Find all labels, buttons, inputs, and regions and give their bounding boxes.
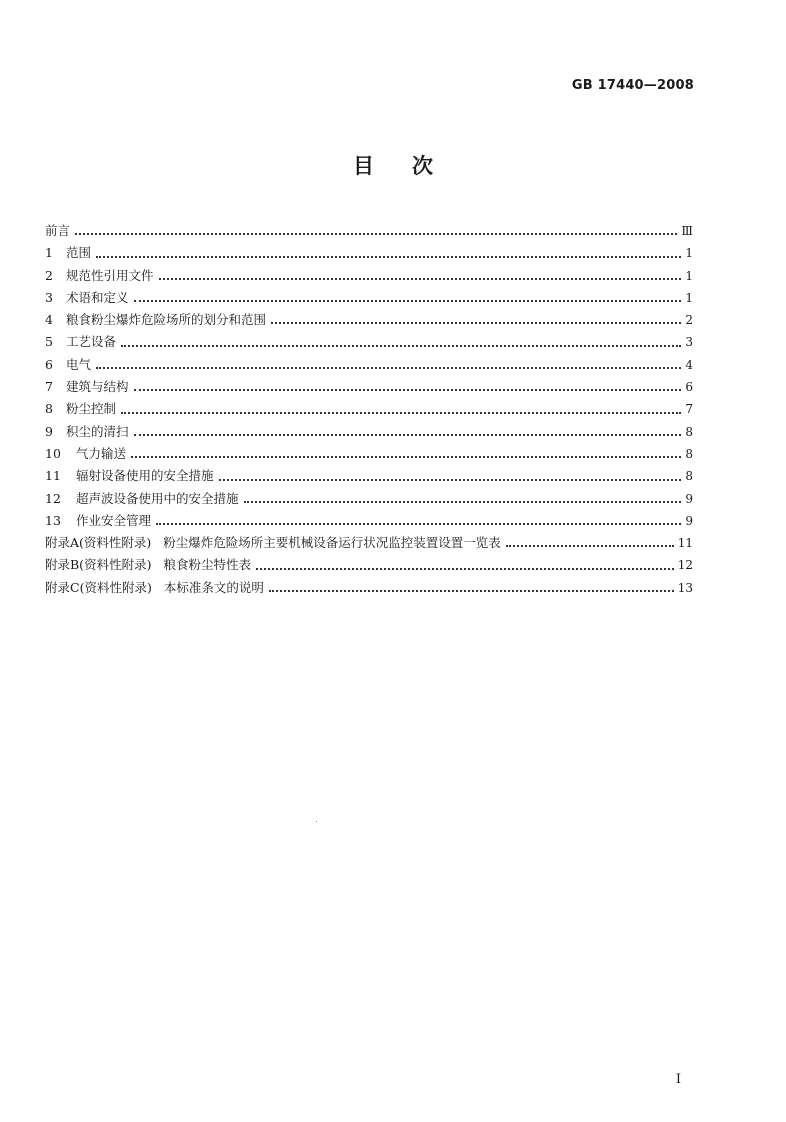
dot-leader — [75, 233, 677, 235]
toc-entry-number: 10 — [45, 445, 61, 461]
toc-entry-9[interactable] — [45, 421, 693, 443]
toc-appendix-a[interactable] — [45, 532, 693, 554]
toc-entry-label: 本标准条文的说明 — [163, 579, 264, 595]
toc-entry-label: 粉尘爆炸危险场所主要机械设备运行状况监控装置设置一览表 — [163, 535, 501, 551]
toc-entry-page: 4 — [685, 357, 693, 372]
toc-entry-13[interactable] — [45, 510, 693, 532]
appendix-tag: 附录B(资料性附录) — [45, 557, 152, 573]
toc-entry-number: 12 — [45, 490, 61, 506]
toc-entry-foreword[interactable] — [45, 220, 693, 242]
toc-entry-page: 8 — [685, 469, 693, 484]
toc-entry-page: 1 — [685, 268, 693, 283]
dot-leader — [156, 523, 681, 525]
table-of-contents — [45, 220, 693, 599]
toc-entry-label: 作业安全管理 — [76, 512, 152, 528]
toc-entry-label: 粮食粉尘特性表 — [163, 557, 251, 573]
toc-entry-label: 范围 — [66, 245, 92, 261]
toc-entry-page: 12 — [677, 558, 693, 573]
toc-entry-page: 3 — [685, 335, 693, 350]
toc-entry-page: 13 — [677, 580, 693, 595]
toc-entry-12[interactable] — [45, 488, 693, 510]
toc-entry-label: 电气 — [66, 356, 92, 372]
toc-entry-label: 气力输送 — [76, 445, 127, 461]
dot-leader — [131, 456, 681, 458]
dot-leader — [134, 389, 681, 391]
toc-entry-number: 1 — [45, 245, 53, 261]
toc-entry-label: 前言 — [45, 223, 71, 238]
toc-entry-number: 8 — [45, 401, 53, 417]
toc-entry-page: 1 — [685, 246, 693, 261]
toc-entry-number: 9 — [45, 423, 53, 439]
toc-entry-number: 2 — [45, 267, 53, 283]
toc-entry-page: 2 — [685, 313, 693, 328]
toc-entry-6[interactable] — [45, 354, 693, 376]
toc-entry-3[interactable] — [45, 287, 693, 309]
toc-entry-page: 9 — [685, 513, 693, 528]
dot-leader — [96, 367, 681, 369]
scan-speck — [316, 821, 317, 822]
toc-entry-number: 5 — [45, 334, 53, 350]
appendix-tag: 附录A(资料性附录) — [45, 535, 152, 551]
toc-entry-label: 工艺设备 — [66, 334, 117, 350]
toc-entry-5[interactable] — [45, 331, 693, 353]
toc-appendix-b[interactable] — [45, 554, 693, 576]
dot-leader — [121, 345, 681, 347]
toc-entry-page: 9 — [685, 491, 693, 506]
toc-entry-page: Ⅲ — [681, 224, 693, 238]
toc-entry-label: 辐射设备使用的安全措施 — [76, 468, 214, 484]
toc-entry-number: 3 — [45, 289, 53, 305]
toc-entry-10[interactable] — [45, 443, 693, 465]
toc-entry-label: 建筑与结构 — [66, 379, 129, 395]
toc-entry-number: 7 — [45, 379, 53, 395]
toc-entry-label: 粉尘控制 — [66, 401, 117, 417]
toc-entry-label: 超声波设备使用中的安全措施 — [76, 490, 239, 506]
toc-entry-label: 术语和定义 — [66, 289, 129, 305]
toc-entry-number: 11 — [45, 468, 61, 484]
page-number: I — [675, 1072, 681, 1087]
dot-leader — [134, 434, 681, 436]
toc-entry-number: 6 — [45, 356, 53, 372]
toc-entry-8[interactable] — [45, 398, 693, 420]
toc-entry-page: 8 — [685, 424, 693, 439]
standard-code: GB 17440—2008 — [571, 78, 694, 93]
toc-entry-11[interactable] — [45, 465, 693, 487]
dot-leader — [96, 256, 681, 258]
dot-leader — [159, 278, 681, 280]
toc-entry-label: 积尘的清扫 — [66, 423, 129, 439]
toc-entry-page: 6 — [685, 380, 693, 395]
toc-entry-page: 7 — [685, 402, 693, 417]
dot-leader — [256, 568, 674, 570]
toc-entry-page: 11 — [677, 536, 693, 551]
toc-entry-1[interactable] — [45, 242, 693, 264]
dot-leader — [121, 412, 681, 414]
toc-appendix-c[interactable] — [45, 577, 693, 599]
toc-entry-7[interactable] — [45, 376, 693, 398]
toc-entry-page: 1 — [685, 290, 693, 305]
dot-leader — [506, 545, 674, 547]
dot-leader — [219, 479, 681, 481]
dot-leader — [244, 501, 681, 503]
toc-entry-label: 粮食粉尘爆炸危险场所的划分和范围 — [66, 312, 267, 328]
toc-entry-page: 8 — [685, 446, 693, 461]
toc-entry-label: 规范性引用文件 — [66, 267, 154, 283]
dot-leader — [269, 590, 674, 592]
toc-entry-number: 4 — [45, 312, 53, 328]
toc-entry-4[interactable] — [45, 309, 693, 331]
dot-leader — [271, 322, 681, 324]
toc-entry-number: 13 — [45, 512, 61, 528]
toc-title: 目次 — [353, 154, 471, 178]
appendix-tag: 附录C(资料性附录) — [45, 579, 152, 595]
dot-leader — [134, 300, 681, 302]
toc-entry-2[interactable] — [45, 265, 693, 287]
